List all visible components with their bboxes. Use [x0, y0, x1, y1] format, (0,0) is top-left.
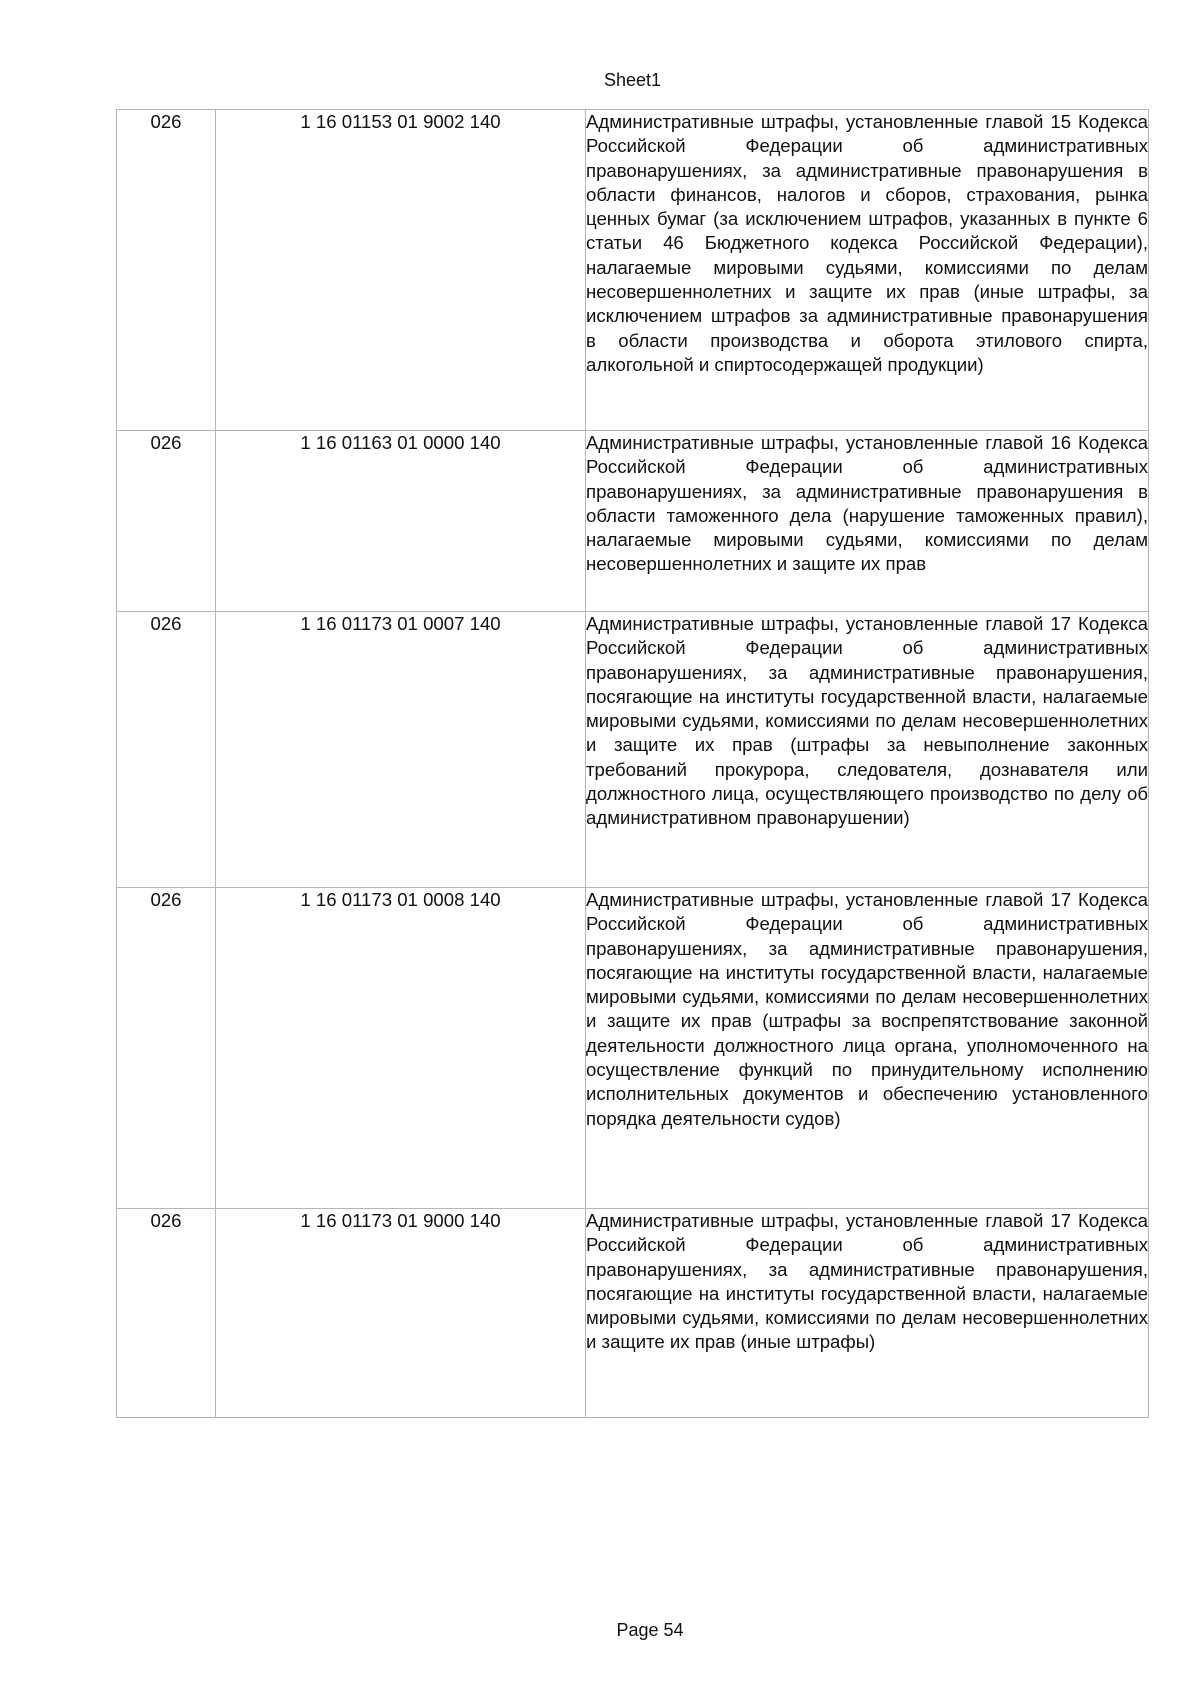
- description-cell: Административные штрафы, установленные главой 15 Кодекса Российской Федерации об административных правонарушениях, за административные правонарушения в области финансов, налогов и сборов, страхования, рынка ценных бумаг (за исключением штрафов, указанных в пункте 6 статьи 46 Бюджетного кодекса Российской Федерации), налагаемые мировыми судьями, комиссиями по делам несовершеннолетних и защите их прав (иные штрафы, за исключением штрафов за административные правонарушения в области производства и оборота этилового спирта, алкогольной и спиртосодержащей продукции): [586, 110, 1149, 431]
- description-cell: Административные штрафы, установленные главой 17 Кодекса Российской Федерации об административных правонарушениях, за административные правонарушения, посягающие на институты государственной власти, налагаемые мировыми судьями, комиссиями по делам несовершеннолетних и защите их прав (иные штрафы): [586, 1209, 1149, 1418]
- description-cell: Административные штрафы, установленные главой 17 Кодекса Российской Федерации об административных правонарушениях, за административные правонарушения, посягающие на институты государственной власти, налагаемые мировыми судьями, комиссиями по делам несовершеннолетних и защите их прав (штрафы за воспрепятствование законной деятельности должностного лица органа, уполномоченного на осуществление функций по принудительному исполнению исполнительных документов и обеспечению установленного порядка деятельности судов): [586, 888, 1149, 1209]
- kbk-code-cell: 1 16 01163 01 0000 140: [216, 431, 586, 612]
- table-row: [117, 888, 1149, 1209]
- sheet-title: Sheet1: [603, 70, 662, 90]
- kbk-code-cell: 1 16 01173 01 9000 140: [216, 1209, 586, 1418]
- description-cell: Административные штрафы, установленные главой 17 Кодекса Российской Федерации об административных правонарушениях, за административные правонарушения, посягающие на институты государственной власти, налагаемые мировыми судьями, комиссиями по делам несовершеннолетних и защите их прав (штрафы за невыполнение законных требований прокурора, следователя, дознавателя или должностного лица, осуществляющего производство по делу об административном правонарушении): [586, 612, 1149, 888]
- admin-code-cell: 026: [117, 110, 216, 431]
- budget-codes-table: [116, 109, 1149, 1418]
- table-row: [117, 1209, 1149, 1418]
- table-row: [117, 431, 1149, 612]
- kbk-code-cell: 1 16 01173 01 0008 140: [216, 888, 586, 1209]
- admin-code-cell: 026: [117, 888, 216, 1209]
- admin-code-cell: 026: [117, 431, 216, 612]
- description-cell: Административные штрафы, установленные главой 16 Кодекса Российской Федерации об административных правонарушениях, за административные правонарушения в области таможенного дела (нарушение таможенных правил), налагаемые мировыми судьями, комиссиями по делам несовершеннолетних и защите их прав: [586, 431, 1149, 612]
- admin-code-cell: 026: [117, 612, 216, 888]
- admin-code-cell: 026: [117, 1209, 216, 1418]
- table-row: [117, 612, 1149, 888]
- page-number: Page 54: [616, 1620, 684, 1640]
- table-row: [117, 110, 1149, 431]
- kbk-code-cell: 1 16 01153 01 9002 140: [216, 110, 586, 431]
- kbk-code-cell: 1 16 01173 01 0007 140: [216, 612, 586, 888]
